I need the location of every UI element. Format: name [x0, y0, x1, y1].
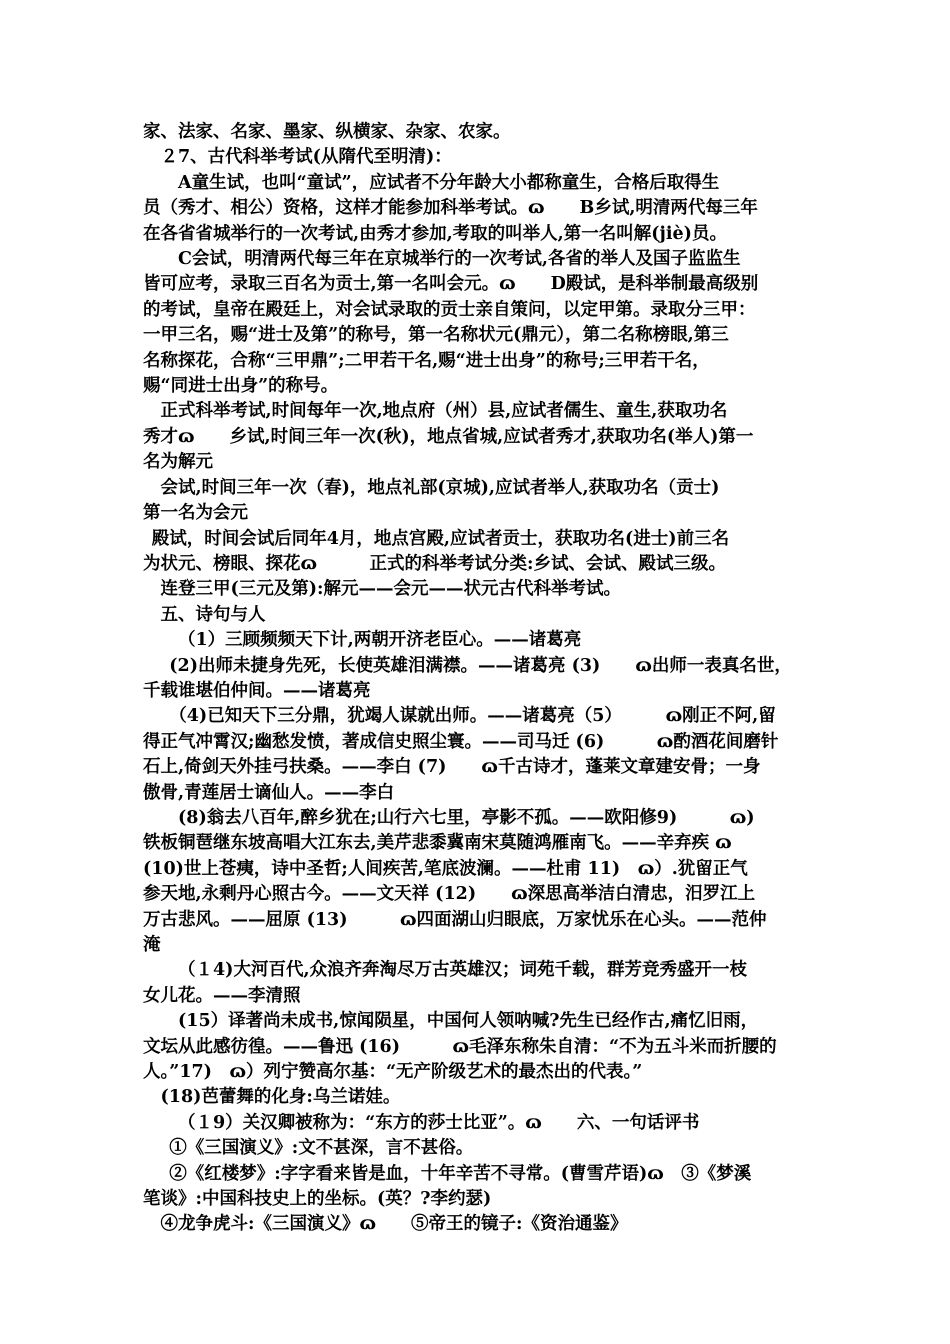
text-line: 淹 — [143, 935, 161, 955]
text-line: ①《三国演义》:文不甚深，言不甚俗。 — [169, 1138, 474, 1159]
text-line: (2)出师未捷身先死，长使英雄泪满襟。——诸葛亮 (3) ɷ出师一表真名世， — [169, 655, 792, 676]
text-line: ④龙争虎斗:《三国演义》ɷ ⑤帝王的镜子:《资治通鉴》 — [160, 1214, 628, 1235]
text-line: 傲骨,青莲居士谪仙人。——李白 — [143, 782, 395, 803]
text-line: 笔谈》:中国科技史上的坐标。(英？?李约瑟) — [143, 1189, 492, 1210]
text-line: 人。”17) ɷ）列宁赞高尔基：“无产阶级艺术的最杰出的代表。” — [143, 1062, 643, 1083]
text-line: ２7、古代科举考试(从隋代至明清)： — [160, 147, 452, 168]
text-line: 铁板铜琶继东坡高唱大江东去,美芹悲黍冀南宋莫随鸿雁南飞。——辛弃疾 ɷ — [143, 833, 732, 854]
text-line: 皆可应考，录取三百名为贡士,第一名叫会元。ɷ D殿试，是科举制最高级别 — [143, 274, 759, 295]
text-line: A童生试，也叫“童试”，应试者不分年龄大小都称童生，合格后取得生 — [178, 172, 720, 193]
text-line: 的考试，皇帝在殿廷上，对会试录取的贡士亲自策问，以定甲第。录取分三甲： — [143, 299, 756, 320]
text-line: 正式科举考试,时间每年一次,地点府（州）县,应试者儒生、童生,获取功名 — [160, 401, 728, 422]
text-line: 赐“同进士出身”的称号。 — [143, 376, 339, 397]
text-line: 万古悲风。——屈原 (13) ɷ四面湖山归眼底，万家忧乐在心头。——范仲 — [143, 909, 767, 930]
text-line: 名为解元 — [143, 452, 213, 473]
text-line: 千载谁堪伯仲间。——诸葛亮 — [143, 680, 371, 701]
text-line: 在各省省城举行的一次考试,由秀才参加,考取的叫举人,第一名叫解(jiè)员。 — [143, 223, 727, 244]
text-line: 员（秀才、相公）资格，这样才能参加科举考试。ɷ B乡试,明清两代每三年 — [143, 198, 758, 219]
text-line: （1）三顾频频天下计,两朝开济老臣心。——诸葛亮 — [178, 630, 582, 651]
text-line: 得正气冲霄汉;幽愁发愤，著成信史照尘寰。——司马迁 (6) ɷ酌酒花间磨针 — [143, 731, 779, 752]
text-line: 第一名为会元 — [143, 503, 248, 524]
text-line: 石上,倚剑天外挂弓扶桑。——李白 (7) ɷ千古诗才，蓬莱文章建安骨；一身 — [143, 757, 761, 778]
text-line: 一甲三名，赐“进士及第”的称号，第一名称状元(鼎元），第二名称榜眼,第三 — [143, 325, 729, 346]
text-line: 文坛从此感彷徨。——鲁迅 (16) ɷ毛泽东称朱自清：“不为五斗米而折腰的 — [143, 1036, 777, 1057]
text-line: （１9）关汉卿被称为：“东方的莎士比亚”。ɷ 六、一句话评书 — [178, 1112, 700, 1133]
text-line: ②《红楼梦》:字字看来皆是血，十年辛苦不寻常。(曹雪芹语)ɷ ③《梦溪 — [169, 1163, 752, 1184]
text-line: 名称探花，合称“三甲鼎”;二甲若干名,赐“进士出身”的称号;三甲若干名， — [143, 350, 710, 371]
text-line: 秀才ɷ 乡试,时间三年一次(秋)，地点省城,应试者秀才,获取功名(举人)第一 — [143, 426, 754, 447]
text-line: 殿试，时间会试后同年4月，地点宫殿,应试者贡士，获取功名(进士)前三名 — [151, 528, 730, 549]
text-line: (18)芭蕾舞的化身:乌兰诺娃。 — [160, 1087, 401, 1108]
text-line: 五、诗句与人 — [160, 604, 266, 625]
text-line: 会试,时间三年一次（春)，地点礼部(京城),应试者举人,获取功名（贡士) — [160, 477, 720, 498]
text-line: 家、法家、名家、墨家、纵横家、杂家、农家。 — [143, 122, 511, 142]
text-line: 为状元、榜眼、探花ɷ 正式的科举考试分类:乡试、会试、殿试三级。 — [143, 553, 726, 574]
text-line: 参天地,永剩丹心照古今。——文天祥 (12) ɷ深思高举洁白清忠，汨罗江上 — [143, 884, 756, 905]
text-line: (10)世上苍痍，诗中圣哲;人间疾苦,笔底波澜。——杜甫 11) ɷ）.犹留正气 — [143, 858, 748, 879]
text-line: 女儿花。——李清照 — [143, 985, 301, 1006]
text-line: (8)翁去八百年,醉乡犹在;山行六七里，亭影不孤。——欧阳修9) ɷ) — [178, 807, 755, 828]
text-line: (15）译著尚未成书,惊闻陨星，中国何人领呐喊?先生已经作古,痛忆旧雨， — [178, 1011, 759, 1032]
text-line: C会试，明清两代每三年在京城举行的一次考试,各省的举人及国子监监生 — [178, 249, 741, 270]
text-line: （１4)大河百代,众浪齐奔淘尽万古英雄汉；词苑千载，群芳竞秀盛开一枝 — [178, 960, 748, 981]
document-body — [143, 120, 823, 1238]
text-line: 连登三甲(三元及第):解元——会元——状元古代科举考试。 — [160, 579, 622, 600]
text-line: （4)已知天下三分鼎，犹竭人谋就出师。——诸葛亮（5） ɷ刚正不阿,留 — [169, 706, 776, 727]
